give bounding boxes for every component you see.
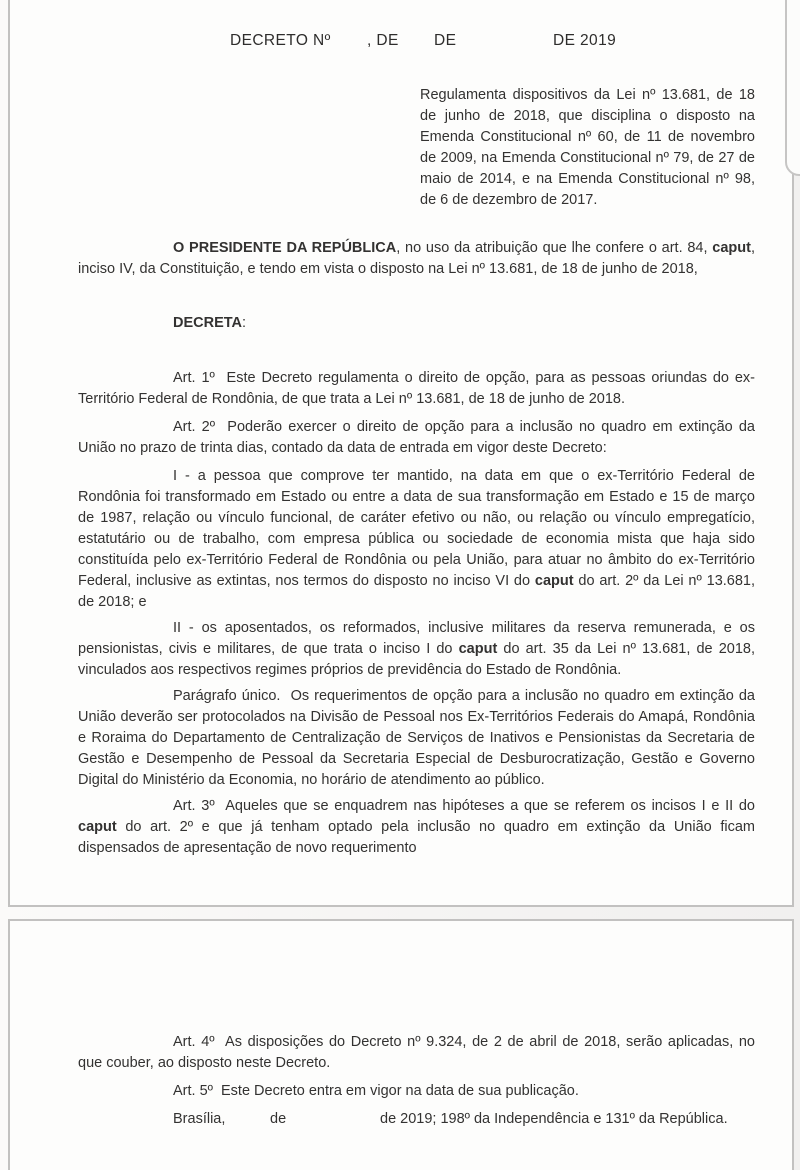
text-segment: caput	[78, 819, 117, 835]
signature-part: de 2019; 198º da Independência e 131º da República.	[380, 1111, 728, 1127]
paragraph-presidente	[78, 238, 755, 280]
decree-title-part: DE	[434, 32, 457, 49]
paragraph-art4	[78, 1032, 755, 1074]
text-segment: do art. 35 da Lei nº 13.681, de 2018, vinculados aos respectivos regimes próprios de previdência do Estado de Rondônia.	[78, 641, 755, 678]
signature-line	[78, 1111, 755, 1132]
decree-title	[78, 32, 755, 53]
paragraph-inciso1	[78, 466, 755, 613]
text-segment: do art. 2º e que já tenham optado pela inclusão no quadro em extinção da União ficam dispensados de apresentação de novo requerimento	[78, 819, 755, 856]
text-segment: , no uso da atribuição que lhe confere o art. 84,	[396, 240, 713, 256]
text-segment: Art. 3º Aqueles que se enquadrem nas hipóteses a que se referem os incisos I e II do	[173, 798, 755, 814]
page-2	[8, 919, 794, 1170]
page-2-body	[78, 1032, 755, 1102]
text-segment: Art. 4º As disposições do Decreto nº 9.324, de 2 de abril de 2018, serão aplicadas, no que couber, ao disposto neste Decreto.	[78, 1034, 755, 1071]
decree-title-part: DE 2019	[553, 32, 617, 49]
signature-part: de	[270, 1111, 287, 1127]
paragraph-art5	[78, 1081, 755, 1102]
page-1-body	[78, 238, 755, 859]
text-segment: II - os aposentados, os reformados, inclusive militares da reserva remunerada, e os pensionistas, civis e militares, de que trata o inciso I do	[78, 620, 755, 657]
text-segment: DECRETA	[173, 315, 243, 331]
paragraph-decreta	[78, 313, 755, 334]
text-segment: Art. 5º Este Decreto entra em vigor na data de sua publicação.	[173, 1083, 579, 1099]
paragraph-art1	[78, 368, 755, 410]
text-segment: caput	[458, 641, 498, 657]
text-segment: Art. 2º Poderão exercer o direito de opção para a inclusão no quadro em extinção da União no prazo de trinta dias, contado da data de entrada em vigor deste Decreto:	[78, 419, 755, 456]
text-segment: Art. 1º Este Decreto regulamenta o direito de opção, para as pessoas oriundas do ex-Território Federal de Rondônia, de que trata a Lei nº 13.681, de 18 de junho de 2018.	[78, 370, 755, 407]
page-1	[8, 0, 794, 907]
text-segment: I - a pessoa que comprove ter mantido, na data em que o ex-Território Federal de Rondônia foi transformado em Estado ou entre a data de sua transformação em Estado e 15 de março de 1987, relação ou vínculo funcional, de caráter efetivo ou não, ou relação ou vínculo empregatício, estatutário ou de trabalho, com empresa pública ou sociedade de economia mista que haja sido constituída pelo ex-Território Federal de Rondônia ou pela União, para atuar no âmbito do ex-Território Federal, inclusive as extintas, nos termos do disposto no inciso VI do	[78, 468, 755, 589]
text-segment: do art. 2º da Lei nº 13.681, de 2018; e	[78, 573, 756, 610]
text-segment: caput	[534, 573, 574, 589]
signature-part: Brasília,	[173, 1111, 226, 1127]
text-segment: :	[242, 315, 247, 331]
decree-title-part: , DE	[367, 32, 399, 49]
paragraph-inciso2	[78, 618, 755, 681]
paragraph-paragrafo-unico	[78, 686, 755, 791]
paragraph-art3	[78, 796, 755, 859]
ementa: Regulamenta dispositivos da Lei nº 13.681, de 18 de junho de 2018, que disciplina o disposto na Emenda Constitucional nº 60, de 11 de novembro de 2009, na Emenda Constitucional nº 79, de 27 de maio de 2014, e na Emenda Constitucional nº 98, de 6 de dezembro de 2017.	[420, 87, 755, 208]
paragraph-art2	[78, 417, 755, 459]
text-segment: Parágrafo único. Os requerimentos de opção para a inclusão no quadro em extinção da União deverão ser protocolados na Divisão de Pessoal nos Ex-Territórios Federais do Amapá, Rondônia e Roraima do Departamento de Centralização de Serviços de Inativos e Pensionistas da Secretaria de Gestão e Desempenho de Pessoal da Secretaria Especial de Desburocratização, Gestão e Governo Digital do Ministério da Economia, no horário de atendimento ao público.	[78, 688, 755, 788]
scrollbar-thumb[interactable]	[785, 0, 800, 176]
text-segment: , inciso IV, da Constituição, e tendo em vista o disposto na Lei nº 13.681, de 18 de junho de 2018,	[78, 240, 755, 277]
text-segment: O PRESIDENTE DA REPÚBLICA	[173, 240, 397, 256]
text-segment: caput	[712, 240, 751, 256]
decree-title-part: DECRETO Nº	[230, 32, 331, 49]
